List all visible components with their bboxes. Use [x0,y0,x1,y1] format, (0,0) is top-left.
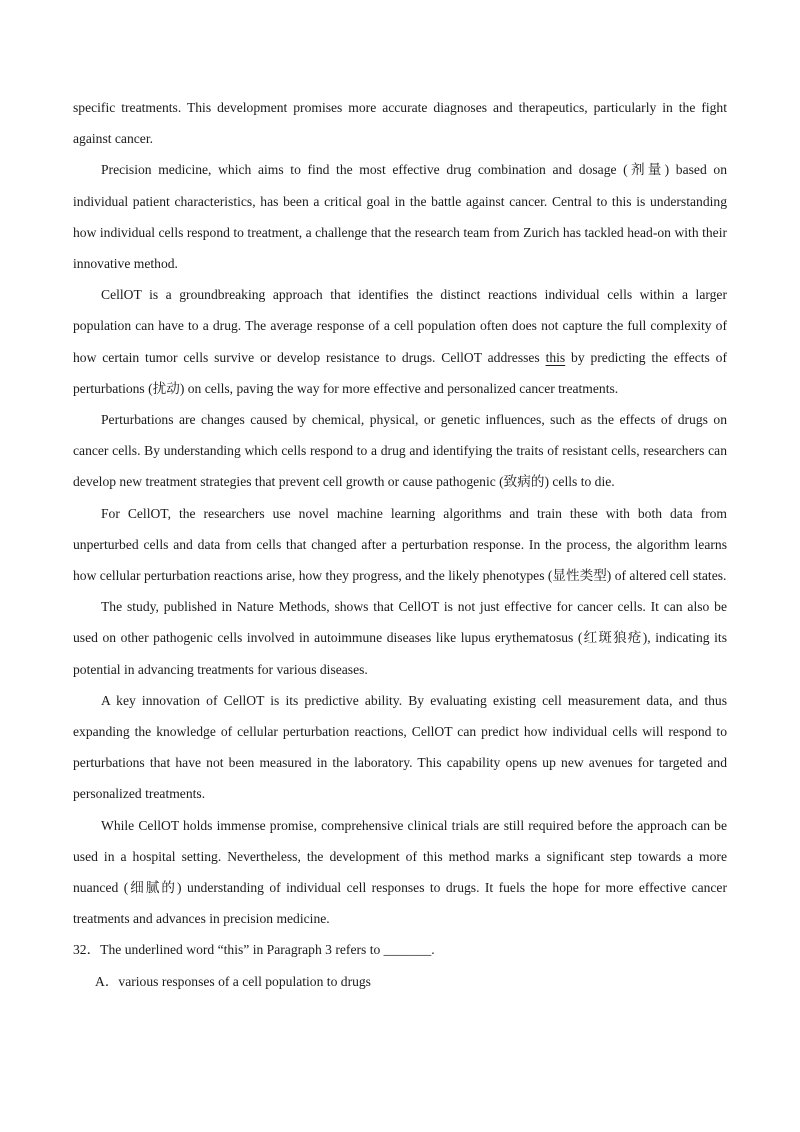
paragraph-precision-medicine: Precision medicine, which aims to find the most effective drug combination and dosage (剂量) based on individual patient characteristics, has been a critical goal in the battle against cancer. Central to this is understanding how individual cells respond to treatment, a challenge that the research team from Zurich has tackled head-on with their innovative method. [73,162,727,272]
document-page [73,92,727,997]
paragraph-study: The study, published in Nature Methods, shows that CellOT is not just effective for cancer cells. It can also be used on other pathogenic cells involved in autoimmune diseases like lupus erythematosus (红斑狼疮), indicating its potential in advancing treatments for various diseases. [73,599,727,677]
paragraph-cellot-text-after: by predicting the effects of perturbations (扰动) on cells, paving the way for more effective and personalized cancer treatments. [73,349,727,396]
option-a: A．various responses of a cell population to drugs [95,973,371,989]
paragraph-machine-learning: For CellOT, the researchers use novel machine learning algorithms and train these with both data from unperturbed cells and data from cells that changed after a perturbation response. In the process, the algorithm learns how cellular perturbation reactions arise, how they progress, and the likely phenotypes (显性类型) of altered cell states. [73,505,727,584]
paragraph-predictive-ability: A key innovation of CellOT is its predictive ability. By evaluating existing cell measurement data, and thus expanding the knowledge of cellular perturbation reactions, CellOT can predict how individual cells will respond to perturbations that have not been measured in the laboratory. This capability opens up new avenues for targeted and personalized treatments. [73,692,727,802]
paragraph-cellot-text-before: CellOT is a groundbreaking approach that identifies the distinct reactions individual cells within a larger population can have to a drug. The average response of a cell population often does not capture the full complexity of how certain tumor cells survive or develop resistance to drugs. CellOT addresses [73,287,727,365]
question-32: 32．The underlined word “this” in Paragraph 3 refers to _______. [73,942,435,958]
paragraph-perturbations: Perturbations are changes caused by chemical, physical, or genetic influences, such as the effects of drugs on cancer cells. By understanding which cells respond to a drug and identifying the traits of resistant cells, researchers can develop new treatment strategies that prevent cell growth or cause pathogenic (致病的) cells to die. [73,412,727,490]
paragraph-continued: specific treatments. This development promises more accurate diagnoses and therapeutics, particularly in the fight against cancer. [73,100,727,147]
paragraph-clinical-trials: While CellOT holds immense promise, comprehensive clinical trials are still required before the approach can be used in a hospital setting. Nevertheless, the development of this method marks a significant step towards a more nuanced (细腻的) understanding of individual cell responses to drugs. It fuels the hope for more effective cancer treatments and advances in precision medicine. [73,817,727,927]
underlined-word-this: this [545,349,566,365]
paragraph-cellot-approach [73,279,727,404]
